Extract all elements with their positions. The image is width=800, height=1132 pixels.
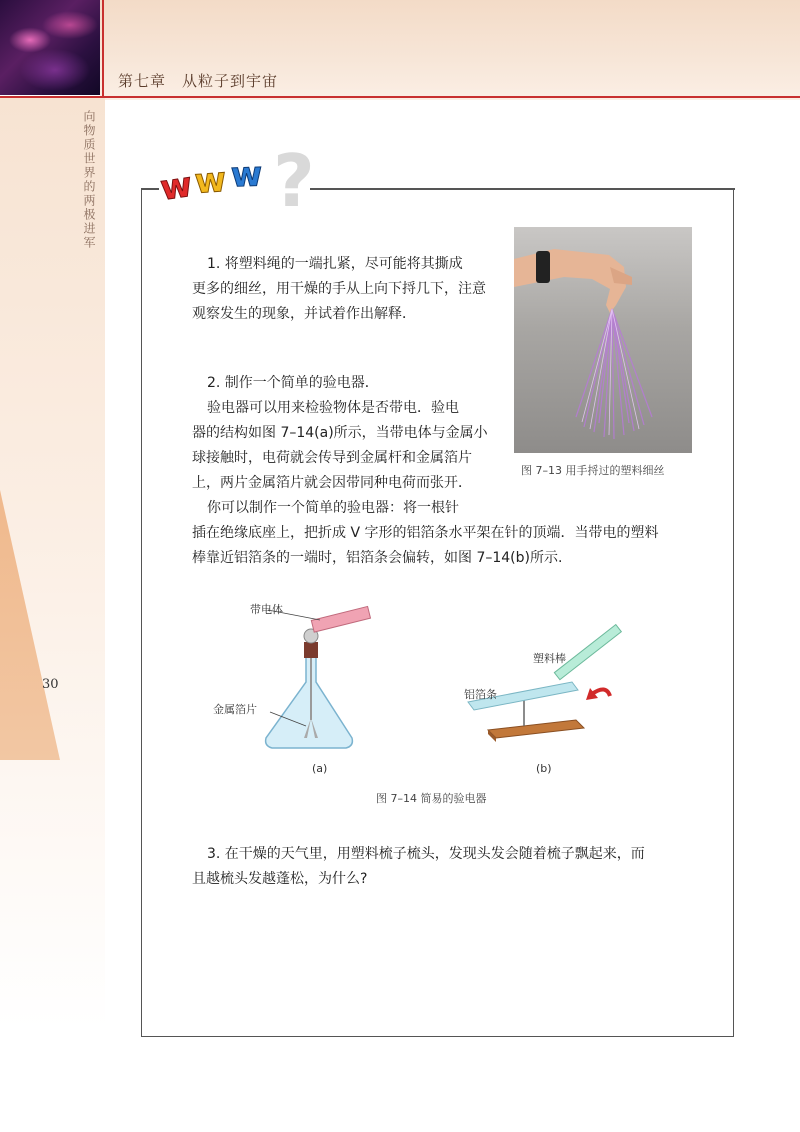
label-plastic-rod: 塑料棒	[533, 652, 566, 665]
figure-7-14-caption: 图 7–14 简易的验电器	[376, 792, 487, 805]
p3-line-3: 棒靠近铝箔条的一端时，铝箔条会偏转，如图 7–14(b)所示.	[192, 550, 563, 566]
flask-icon	[266, 656, 353, 748]
figure-7-14b-electroscope	[460, 610, 640, 750]
p3-line-1: 你可以制作一个简单的验电器：将一根针	[207, 500, 459, 516]
p1-line-1: 1. 将塑料绳的一端扎紧，尽可能将其撕成	[207, 256, 463, 272]
p2-line-4: 上，两片金属箔片就会因带同种电荷而张开．	[192, 475, 472, 491]
section-vertical-title: 向物质世界的两极进军	[82, 110, 96, 250]
chapter-title: 第七章 从粒子到宇宙	[118, 72, 279, 90]
logo-letter-2: w	[193, 159, 228, 203]
page-number: 30	[42, 677, 59, 692]
charged-body-icon	[311, 606, 370, 632]
label-charged-body: 带电体	[250, 603, 283, 616]
label-metal-foil: 金属箔片	[213, 703, 257, 716]
watch-icon	[536, 251, 550, 283]
figure-7-14a-electroscope	[220, 590, 390, 760]
insulated-base-icon	[488, 720, 584, 738]
p2-line-3: 球接触时，电荷就会传导到金属杆和金属箔片	[192, 450, 472, 466]
p2-title: 2. 制作一个简单的验电器．	[207, 375, 379, 391]
p3-line-2: 插在绝缘底座上，把折成 V 字形的铝箔条水平架在针的顶端．当带电的塑料	[192, 525, 659, 541]
p1-line-3: 观察发生的现象，并试着作出解释．	[192, 306, 416, 322]
label-aluminum-strip: 铝箔条	[464, 688, 497, 701]
p4-line-1: 3. 在干燥的天气里，用塑料梳子梳头，发现头发会随着梳子飘起来，而	[207, 846, 645, 862]
logo-letter-3: w	[230, 154, 263, 196]
question-mark-icon: ?	[273, 140, 315, 220]
frame-top-right	[310, 188, 735, 190]
figure-7-14b-sublabel: (b)	[536, 762, 552, 775]
p1-line-2: 更多的细丝，用干燥的手从上向下捋几下，注意	[192, 281, 486, 297]
galaxy-image	[0, 0, 100, 95]
www-question-logo	[155, 140, 325, 220]
figure-7-13-caption: 图 7–13 用手捋过的塑料细丝	[521, 464, 665, 477]
logo-letter-1: w	[157, 164, 195, 209]
p2-line-1: 验电器可以用来检验物体是否带电．验电	[207, 400, 459, 416]
figure-7-14a-sublabel: (a)	[312, 762, 328, 775]
p2-line-2: 器的结构如图 7–14(a)所示，当带电体与金属小	[192, 425, 488, 441]
figure-7-13-photo	[514, 227, 692, 453]
header-rule	[0, 96, 800, 98]
header-vertical-rule	[102, 0, 104, 102]
p4-line-2: 且越梳头发越蓬松，为什么?	[192, 871, 368, 887]
stopper-icon	[304, 642, 318, 658]
